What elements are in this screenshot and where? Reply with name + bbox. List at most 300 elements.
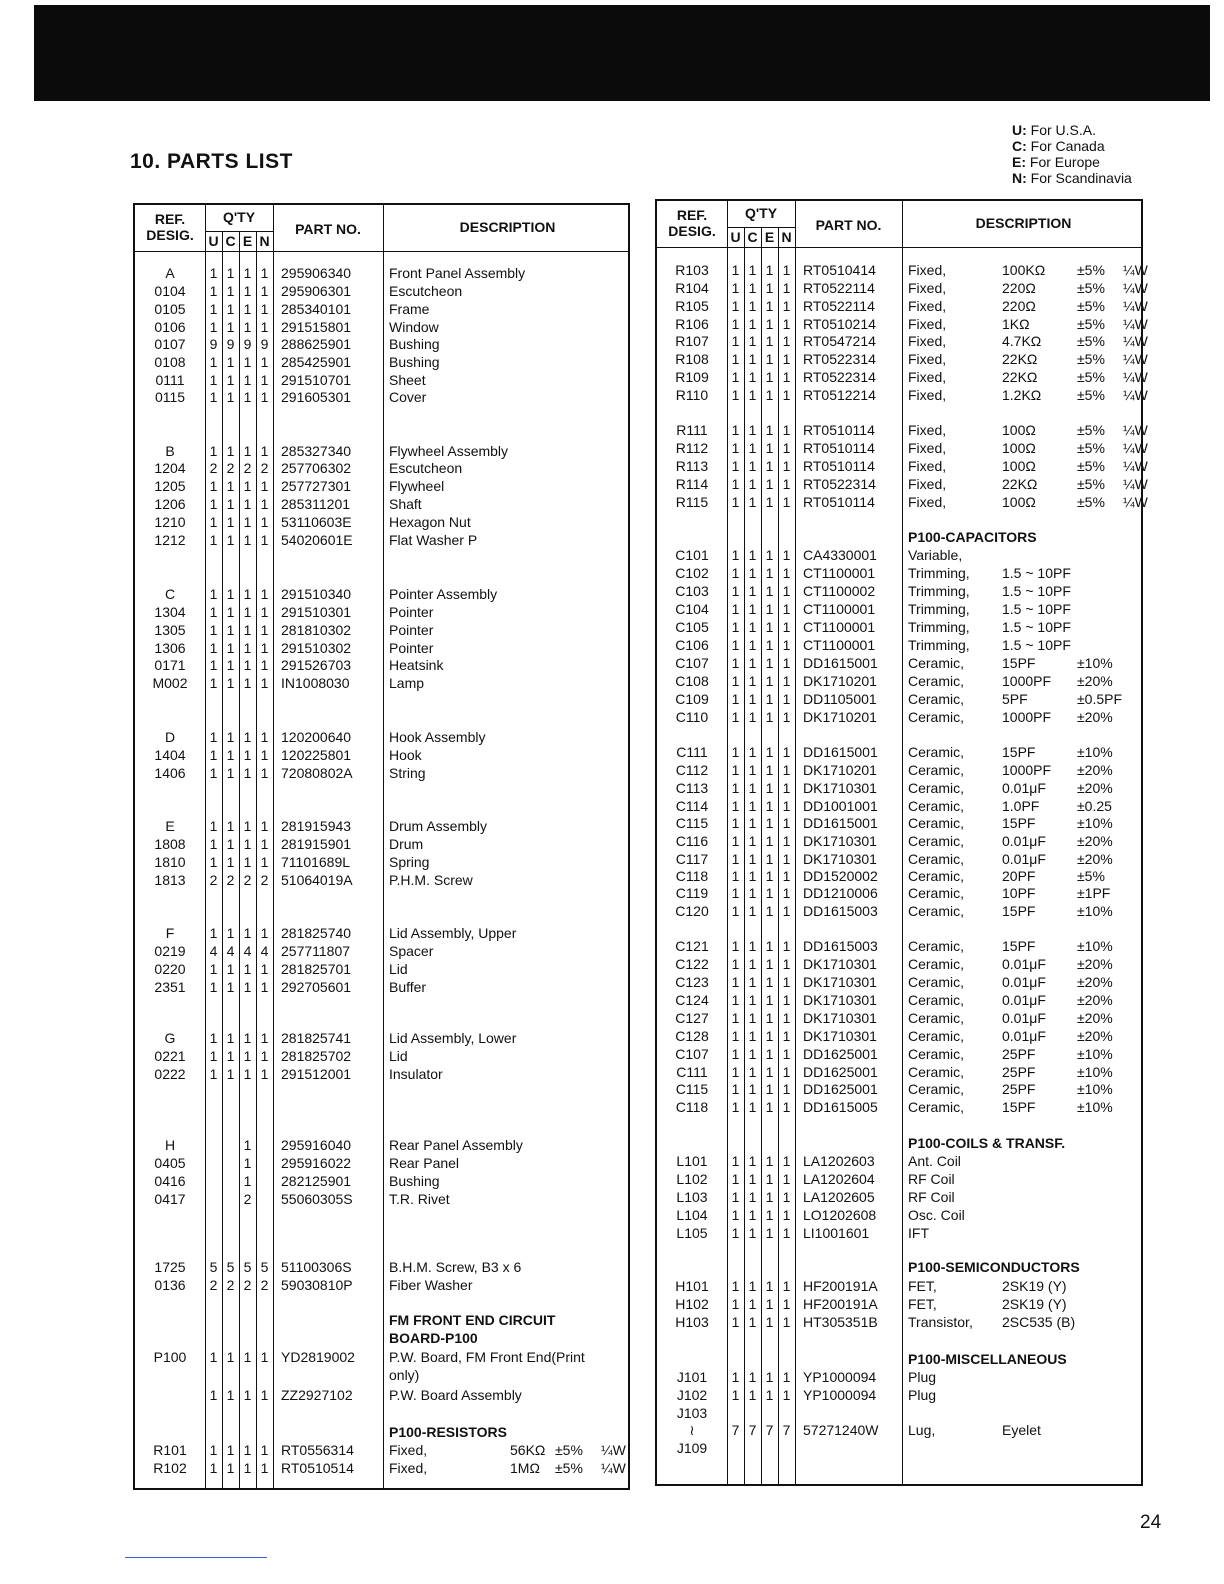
parts-table-right	[655, 199, 1148, 1486]
qty-e: 1	[765, 885, 774, 901]
qty-n: 1	[260, 747, 269, 763]
qty-e: 1	[243, 1442, 252, 1458]
wattage: ¼W	[1123, 333, 1148, 349]
table-row	[135, 353, 628, 371]
qty-u: 1	[731, 762, 740, 778]
qty-c: 1	[226, 283, 235, 299]
legend-code: N:	[1012, 170, 1027, 186]
ref-desig: R111	[676, 422, 708, 438]
ref-desig: L102	[676, 1171, 708, 1187]
tolerance: ±0.5PF	[1077, 691, 1123, 707]
description: FET,	[908, 1278, 937, 1294]
table-row	[135, 1311, 628, 1329]
qty-u: 1	[209, 640, 218, 656]
qty-u: 1	[209, 372, 218, 388]
description: Ceramic,	[908, 655, 965, 671]
tolerance: ±20%	[1077, 1010, 1113, 1026]
qty-e: 1	[243, 354, 252, 370]
table-row	[135, 1441, 628, 1459]
qty-u: 1	[731, 637, 740, 653]
qty-n: 1	[260, 604, 269, 620]
qty-e: 1	[243, 1066, 252, 1082]
qty-n: 1	[260, 372, 269, 388]
table-row	[135, 371, 628, 389]
qty-c: 1	[748, 637, 757, 653]
ref-desig: R108	[675, 351, 709, 367]
qty-e: 1	[243, 265, 252, 281]
description: Front Panel Assembly	[389, 265, 526, 281]
qty-n: 1	[260, 818, 269, 834]
part-number: DK1710301	[803, 833, 877, 849]
value: 1KΩ	[1002, 316, 1030, 332]
part-number: 285425901	[281, 354, 352, 370]
value: 0.01μF	[1002, 851, 1046, 867]
qty-c: 1	[226, 854, 235, 870]
qty-c: 1	[748, 601, 757, 617]
qty-n: 1	[782, 815, 791, 831]
qty-c: 1	[748, 1278, 757, 1294]
tolerance: ±5%	[1077, 280, 1105, 296]
table-row	[135, 335, 628, 353]
description: Frame	[389, 301, 430, 317]
qty-n: 7	[782, 1422, 791, 1438]
qty-n: 1	[782, 655, 791, 671]
value: 10PF	[1002, 885, 1036, 901]
ref-desig: H103	[675, 1314, 709, 1330]
header-desig: DESIG.	[146, 227, 194, 243]
part-number: 51100306S	[281, 1259, 352, 1275]
qty-u: 1	[731, 494, 740, 510]
part-number: 282125901	[281, 1173, 352, 1189]
region-legend	[1012, 122, 1132, 186]
qty-e: 1	[765, 691, 774, 707]
ref-desig: R101	[153, 1442, 187, 1458]
description: Rear Panel	[389, 1155, 460, 1171]
qty-e: 1	[243, 622, 252, 638]
description: Shaft	[389, 496, 422, 512]
part-number: 257727301	[281, 478, 352, 494]
ref-desig: C111	[676, 1064, 708, 1080]
qty-n: 1	[782, 547, 791, 563]
table-row	[135, 924, 628, 942]
qty-e: 1	[765, 1369, 774, 1385]
header-description: DESCRIPTION	[459, 219, 556, 235]
qty-n: 1	[782, 1296, 791, 1312]
ref-desig: 0115	[154, 389, 186, 405]
qty-c: 1	[226, 640, 235, 656]
description: Ceramic,	[908, 938, 965, 954]
table-row	[657, 1098, 1141, 1116]
qty-n: 1	[260, 622, 269, 638]
ref-desig: L105	[676, 1225, 708, 1241]
qty-n: 1	[782, 369, 791, 385]
description: Ceramic,	[908, 815, 965, 831]
qty-e: 1	[765, 992, 774, 1008]
value: 1.5 ~ 10PF	[1002, 565, 1071, 581]
qty-u: 1	[731, 974, 740, 990]
table-row	[135, 746, 628, 764]
qty-u: 1	[209, 1442, 218, 1458]
ref-desig: 0107	[154, 336, 186, 352]
qty-n: 1	[782, 637, 791, 653]
part-number: 291515801	[281, 319, 352, 335]
qty-n: 1	[782, 262, 791, 278]
header-u: U	[208, 233, 219, 249]
ref-desig: C104	[675, 601, 709, 617]
ref-desig: C128	[675, 1028, 709, 1044]
table-row	[135, 388, 628, 406]
header-n: N	[259, 233, 270, 249]
ref-desig: C102	[675, 565, 709, 581]
qty-n: 1	[782, 476, 791, 492]
part-number: RT0510514	[281, 1460, 354, 1476]
qty-u: 1	[731, 333, 740, 349]
qty-c: 1	[226, 389, 235, 405]
description: Drum	[389, 836, 424, 852]
ref-desig: 1808	[154, 836, 186, 852]
qty-c: 1	[226, 319, 235, 335]
wattage: ¼W	[1123, 422, 1148, 438]
value: 1.5 ~ 10PF	[1002, 583, 1071, 599]
description: RF Coil	[908, 1171, 955, 1187]
qty-n: 1	[782, 1010, 791, 1026]
qty-e: 1	[243, 640, 252, 656]
qty-n: 1	[782, 583, 791, 599]
description: IFT	[908, 1225, 929, 1241]
qty-e: 1	[243, 496, 252, 512]
ref-desig: 1210	[154, 514, 186, 530]
qty-c: 1	[226, 836, 235, 852]
part-number: 291605301	[281, 389, 352, 405]
ref-desig: J109	[676, 1440, 708, 1456]
qty-u: 1	[731, 1189, 740, 1205]
ref-desig: 1206	[154, 496, 186, 512]
legend-text: For U.S.A.	[1026, 122, 1097, 138]
description: Ceramic,	[908, 1046, 965, 1062]
wattage: ¼W	[1123, 280, 1148, 296]
legend-line	[1012, 122, 1132, 138]
qty-c: 1	[748, 956, 757, 972]
tolerance: ±5%	[555, 1460, 583, 1476]
ref-desig: R113	[675, 458, 709, 474]
wattage: ¼W	[1123, 316, 1148, 332]
qty-c: 1	[226, 1066, 235, 1082]
ref-desig: 1205	[154, 478, 186, 494]
qty-u: 1	[209, 925, 218, 941]
qty-u: 1	[209, 283, 218, 299]
description: T.R. Rivet	[389, 1191, 450, 1207]
description: Ceramic,	[908, 1010, 965, 1026]
description: Fixed,	[908, 316, 947, 332]
qty-c: 1	[748, 1189, 757, 1205]
ref-desig: A	[165, 265, 175, 281]
table-row	[135, 459, 628, 477]
qty-c: 1	[226, 622, 235, 638]
description: Flywheel	[389, 478, 445, 494]
qty-u: 1	[731, 903, 740, 919]
qty-u: 1	[731, 938, 740, 954]
qty-c: 1	[748, 798, 757, 814]
qty-n: 1	[782, 798, 791, 814]
part-number: RT0512214	[803, 387, 876, 403]
table-row	[657, 636, 1141, 654]
qty-n: 1	[782, 780, 791, 796]
description: Bushing	[389, 1173, 440, 1189]
ref-desig: 1813	[154, 872, 186, 888]
description: P.H.M. Screw	[389, 872, 473, 888]
qty-n: 1	[260, 532, 269, 548]
qty-u: 7	[731, 1422, 740, 1438]
part-number: RT0556314	[281, 1442, 354, 1458]
table-row	[135, 1029, 628, 1047]
table-row	[135, 603, 628, 621]
qty-u: 1	[731, 280, 740, 296]
legend-code: C:	[1012, 138, 1027, 154]
ref-desig: H102	[675, 1296, 709, 1312]
part-number: IN1008030	[281, 675, 350, 691]
ref-desig: C110	[675, 709, 709, 725]
table-row	[657, 902, 1141, 920]
ref-desig: 1204	[154, 460, 186, 476]
qty-e: 1	[765, 565, 774, 581]
qty-c: 1	[748, 1225, 757, 1241]
qty-c: 1	[748, 333, 757, 349]
qty-e: 1	[243, 478, 252, 494]
qty-c: 7	[748, 1422, 757, 1438]
qty-c: 1	[748, 422, 757, 438]
part-number: DD1615001	[803, 815, 878, 831]
part-number: RT0510214	[803, 316, 876, 332]
table-row	[135, 1386, 628, 1404]
table-row	[657, 261, 1148, 279]
table-row	[135, 300, 628, 318]
tolerance: ±5%	[1077, 868, 1105, 884]
value: 20PF	[1002, 868, 1036, 884]
qty-e: 1	[243, 372, 252, 388]
qty-c: 1	[748, 709, 757, 725]
qty-e: 1	[765, 938, 774, 954]
value: 0.01μF	[1002, 833, 1046, 849]
qty-u: 1	[209, 818, 218, 834]
qty-n: 1	[260, 478, 269, 494]
ref-desig: 0171	[154, 657, 186, 673]
qty-e: 1	[765, 655, 774, 671]
ref-desig: C109	[675, 691, 709, 707]
tolerance: ±10%	[1077, 1081, 1113, 1097]
qty-c: 1	[748, 298, 757, 314]
qty-n: 1	[260, 1048, 269, 1064]
qty-e: 1	[243, 854, 252, 870]
description: Escutcheon	[389, 283, 463, 299]
part-number: CT1100001	[803, 619, 876, 635]
section-heading: BOARD-P100	[389, 1330, 478, 1346]
qty-u: 1	[209, 979, 218, 995]
qty-e: 1	[765, 298, 774, 314]
ref-desig: C103	[675, 583, 709, 599]
value: 1.2KΩ	[1002, 387, 1042, 403]
section-heading: P100-RESISTORS	[389, 1424, 508, 1440]
qty-u: 1	[731, 1081, 740, 1097]
part-number: 57271240W	[803, 1422, 879, 1438]
ref-desig: J103	[676, 1405, 708, 1421]
qty-n: 1	[782, 833, 791, 849]
ref-desig: C118	[675, 868, 709, 884]
part-number: 295916040	[281, 1137, 352, 1153]
part-number: 285311201	[281, 496, 351, 512]
qty-n: 1	[782, 333, 791, 349]
qty-u: 1	[209, 514, 218, 530]
qty-c: 1	[226, 961, 235, 977]
qty-e: 1	[765, 1387, 774, 1403]
qty-c: 1	[748, 1314, 757, 1330]
qty-e: 1	[765, 422, 774, 438]
section-heading: FM FRONT END CIRCUIT	[389, 1312, 556, 1328]
value: 1.5 ~ 10PF	[1002, 637, 1071, 653]
table-row	[657, 1277, 1141, 1295]
part-number: 51064019A	[281, 872, 353, 888]
qty-e: 1	[765, 798, 774, 814]
qty-u: 1	[731, 992, 740, 1008]
description: Fixed,	[908, 280, 947, 296]
qty-n: 1	[782, 956, 791, 972]
qty-u: 1	[731, 458, 740, 474]
table-row	[135, 264, 628, 282]
table-row	[657, 1368, 1141, 1386]
qty-e: 1	[765, 476, 774, 492]
qty-u: 1	[731, 744, 740, 760]
table-row	[135, 639, 628, 657]
qty-u: 1	[731, 422, 740, 438]
value: 15PF	[1002, 744, 1036, 760]
value: 1MΩ	[510, 1460, 540, 1476]
ref-desig: 2351	[154, 979, 186, 995]
qty-u: 1	[731, 1099, 740, 1115]
qty-c: 1	[748, 619, 757, 635]
description: Pointer Assembly	[389, 586, 498, 602]
qty-c: 1	[226, 657, 235, 673]
qty-n: 1	[782, 992, 791, 1008]
qty-e: 1	[765, 262, 774, 278]
ref-desig: C106	[675, 637, 709, 653]
description: Flywheel Assembly	[389, 443, 509, 459]
qty-u: 2	[209, 460, 218, 476]
header-desig: DESIG.	[668, 223, 716, 239]
ref-desig: C	[164, 586, 176, 602]
qty-e: 2	[243, 460, 252, 476]
qty-e: 1	[243, 1387, 252, 1403]
qty-n: 1	[260, 836, 269, 852]
table-row	[135, 960, 628, 978]
description: Buffer	[389, 979, 427, 995]
qty-u: 1	[209, 657, 218, 673]
value: 0.01μF	[1002, 956, 1046, 972]
qty-u: 1	[209, 319, 218, 335]
qty-n: 2	[260, 1277, 269, 1293]
legend-line	[1012, 170, 1132, 186]
description: Ant. Coil	[908, 1153, 961, 1169]
qty-e: 4	[243, 943, 252, 959]
page-number: 24	[1140, 1512, 1162, 1533]
table-row	[135, 1190, 628, 1208]
description: Transistor,	[908, 1314, 973, 1330]
qty-u: 4	[209, 943, 218, 959]
description: Lug,	[908, 1422, 936, 1438]
ref-desig: C108	[675, 673, 709, 689]
qty-u: 1	[209, 765, 218, 781]
qty-e: 1	[765, 1314, 774, 1330]
tolerance: ±20%	[1077, 1028, 1113, 1044]
qty-n: 1	[260, 1442, 269, 1458]
qty-n: 1	[782, 1064, 791, 1080]
qty-e: 1	[765, 1028, 774, 1044]
table-row	[135, 853, 628, 871]
qty-n: 1	[260, 496, 269, 512]
table-row	[657, 654, 1141, 672]
tolerance: ±10%	[1077, 1064, 1113, 1080]
part-number: 288625901	[281, 336, 352, 352]
legend-line	[1012, 138, 1132, 154]
qty-n: 1	[782, 1153, 791, 1169]
description: Heatsink	[389, 657, 444, 673]
qty-u: 1	[731, 1010, 740, 1026]
qty-u: 2	[209, 1277, 218, 1293]
description: Sheet	[389, 372, 426, 388]
qty-e: 1	[243, 389, 252, 405]
qty-n: 1	[260, 301, 269, 317]
part-number: DK1710201	[803, 709, 877, 725]
description: Lid	[389, 1048, 408, 1064]
qty-e: 9	[243, 336, 252, 352]
part-number: 281825701	[281, 961, 352, 977]
qty-u: 1	[731, 298, 740, 314]
part-number: 285327340	[281, 443, 352, 459]
qty-n: 1	[782, 351, 791, 367]
qty-c: 1	[226, 1048, 235, 1064]
qty-n: 1	[260, 265, 269, 281]
description: Ceramic,	[908, 833, 965, 849]
description: Fixed,	[908, 298, 947, 314]
ref-desig: C122	[675, 956, 709, 972]
qty-e: 1	[243, 1173, 252, 1189]
description: Trimming,	[908, 601, 970, 617]
qty-n: 1	[782, 1099, 791, 1115]
tolerance: ±5%	[1077, 351, 1105, 367]
table-row	[657, 279, 1148, 297]
table-row	[657, 332, 1148, 350]
parts-table-left	[133, 203, 630, 1490]
qty-e: 1	[765, 851, 774, 867]
value: 22KΩ	[1002, 351, 1038, 367]
qty-u: 1	[731, 1207, 740, 1223]
legend-text: For Canada	[1026, 138, 1105, 154]
qty-u: 1	[209, 747, 218, 763]
ref-desig: H101	[675, 1278, 709, 1294]
description: Trimming,	[908, 637, 970, 653]
qty-c: 1	[748, 458, 757, 474]
description: Rear Panel Assembly	[389, 1137, 523, 1153]
part-number: DD1520002	[803, 868, 878, 884]
tolerance: ±10%	[1077, 744, 1113, 760]
header-part-no: PART NO.	[295, 221, 361, 237]
qty-n: 1	[260, 1030, 269, 1046]
ref-desig: C115	[675, 1081, 709, 1097]
value: 15PF	[1002, 1099, 1036, 1115]
part-number: DD1615001	[803, 655, 878, 671]
part-number: DK1710201	[803, 762, 877, 778]
description: Bushing	[389, 336, 440, 352]
tolerance: ±20%	[1077, 851, 1113, 867]
qty-c: 1	[748, 851, 757, 867]
